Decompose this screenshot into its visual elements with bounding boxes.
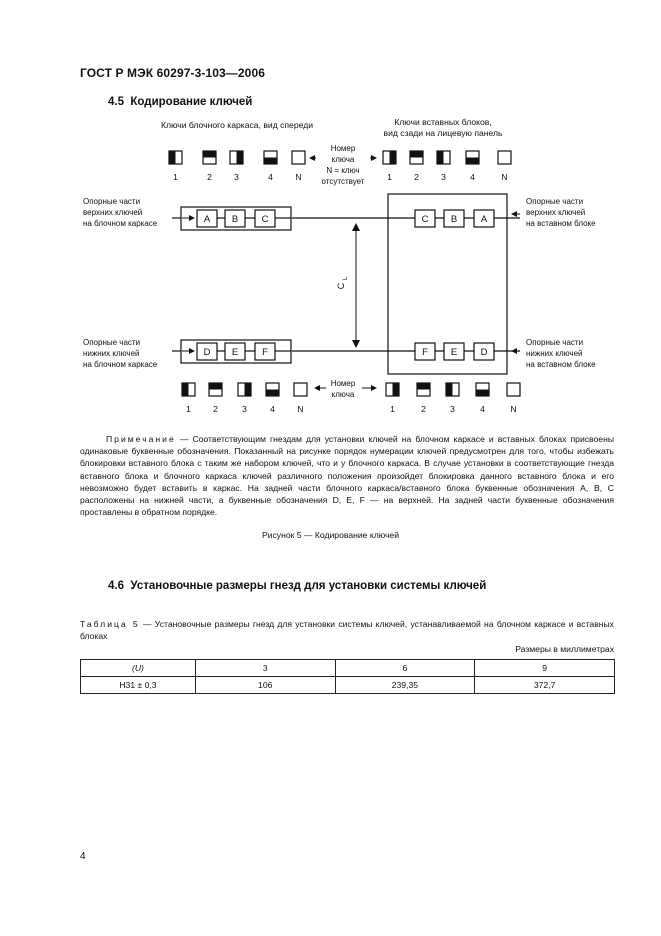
svg-text:Опорные части: Опорные части (526, 197, 584, 206)
svg-text:на блочном каркасе: на блочном каркасе (83, 219, 158, 228)
label-unit-keys-2: вид сзади на лицевую панель (383, 128, 503, 138)
svg-text:Опорные части: Опорные части (526, 338, 584, 347)
section-4-5-title: Кодирование ключей (130, 96, 253, 108)
svg-text:4: 4 (470, 172, 475, 182)
svg-text:2: 2 (414, 172, 419, 182)
svg-text:2: 2 (213, 404, 218, 414)
section-4-6-number: 4.6 (108, 580, 124, 592)
dimension-label (336, 276, 349, 289)
table-caption-text: — Установочные размеры гнезд для установки системы ключей, устанавливаемой на блочном каркасе и вставных блоках (80, 619, 614, 641)
table-caption (80, 618, 614, 642)
svg-text:A: A (480, 214, 488, 225)
bottom-key-number-label-1: Номер (330, 379, 356, 388)
svg-text:D: D (203, 347, 211, 358)
svg-text:на блочном каркасе: на блочном каркасе (83, 360, 158, 369)
svg-text:2: 2 (421, 404, 426, 414)
svg-text:B: B (450, 214, 458, 225)
key-absent-label-2: отсутствует (321, 177, 365, 186)
table-cell: 6 (335, 660, 475, 677)
table-cell: H31 ± 0,3 (81, 677, 196, 694)
table-cell: 106 (195, 677, 335, 694)
svg-text:1: 1 (186, 404, 191, 414)
unit-key-numbers-top (387, 172, 508, 182)
svg-text:D: D (480, 347, 488, 358)
svg-text:нижних ключей: нижних ключей (526, 349, 583, 358)
svg-text:2: 2 (207, 172, 212, 182)
svg-text:4: 4 (268, 172, 273, 182)
svg-text:L: L (343, 276, 349, 280)
table-cell: 372,7 (475, 677, 615, 694)
svg-text:1: 1 (173, 172, 178, 182)
svg-text:3: 3 (450, 404, 455, 414)
svg-text:3: 3 (234, 172, 239, 182)
table-units: Размеры в миллиметрах (515, 644, 614, 654)
svg-text:нижних ключей: нижних ключей (83, 349, 140, 358)
frame-key-numbers-top (173, 172, 302, 182)
table-row (81, 660, 615, 677)
svg-text:B: B (231, 214, 239, 225)
page-number: 4 (80, 851, 86, 862)
svg-text:3: 3 (441, 172, 446, 182)
svg-text:Опорные части: Опорные части (83, 338, 141, 347)
left-top-label (83, 197, 158, 228)
section-4-5-number: 4.5 (108, 96, 124, 108)
svg-text:на вставном блоке: на вставном блоке (526, 219, 596, 228)
note-text: — Соответствующим гнездам для установки ключей на блочном каркасе и вставных блоках присвоены одинаковые буквенные обозначения. Показанный на рисунке порядок нумерации ключей предусмотрен для того, чтобы избежать блокировки вставного блока с таким же набором ключей, что и у блочного каркаса. В случае установки в соответствующие гнезда вставного блока и блочного каркаса ключей различного положения произойдет блокировка данного вставного блока и его невозможно будет вставить в каркас. На задней части блочного каркаса/вставного блока буквенные обозначения A, B, C расположены на нижней части, а буквенные обозначения D, E, F — на верхней. На задней части буквенные обозначения проставлены в обратном порядке. (80, 434, 614, 518)
frame-key-icons-bottom (182, 383, 307, 396)
svg-text:верхних ключей: верхних ключей (526, 208, 586, 217)
right-bottom-label (526, 338, 596, 369)
svg-text:верхних ключей: верхних ключей (83, 208, 143, 217)
svg-text:N: N (501, 172, 508, 182)
key-coding-figure (0, 0, 661, 430)
svg-text:F: F (262, 347, 268, 358)
frame-key-icons-top (169, 151, 305, 164)
svg-text:1: 1 (390, 404, 395, 414)
table-cell: 9 (475, 660, 615, 677)
svg-text:C: C (421, 214, 429, 225)
svg-text:4: 4 (270, 404, 275, 414)
svg-text:4: 4 (480, 404, 485, 414)
table-cell: 239,35 (335, 677, 475, 694)
table-caption-lead: Таблица 5 (80, 619, 140, 629)
label-frame-keys: Ключи блочного каркаса, вид спереди (160, 120, 314, 130)
table-row (81, 677, 615, 694)
section-4-6-heading (108, 580, 486, 592)
bottom-key-number-label-2: ключа (331, 390, 355, 399)
figure-note (80, 433, 614, 518)
svg-text:F: F (422, 347, 428, 358)
running-header: ГОСТ Р МЭК 60297-3-103—2006 (80, 66, 265, 80)
left-bottom-label (83, 338, 158, 369)
svg-text:E: E (231, 347, 239, 358)
svg-text:на вставном блоке: на вставном блоке (526, 360, 596, 369)
key-number-label-2: ключа (331, 155, 355, 164)
svg-text:1: 1 (387, 172, 392, 182)
unit-key-numbers-bottom (390, 404, 517, 414)
svg-text:Опорные части: Опорные части (83, 197, 141, 206)
svg-text:C: C (336, 282, 346, 290)
svg-text:N: N (510, 404, 517, 414)
svg-text:3: 3 (242, 404, 247, 414)
right-top-label (526, 197, 596, 228)
key-absent-label-1: N = ключ (326, 166, 360, 175)
figure-caption: Рисунок 5 — Кодирование ключей (261, 530, 400, 540)
svg-text:C: C (261, 214, 269, 225)
table-cell: 3 (195, 660, 335, 677)
svg-text:N: N (295, 172, 302, 182)
svg-text:A: A (203, 214, 211, 225)
note-lead: Примечание (106, 434, 176, 444)
frame-key-numbers-bottom (186, 404, 304, 414)
svg-text:E: E (450, 347, 458, 358)
table-cell: (U) (81, 660, 196, 677)
key-number-label-1: Номер (330, 144, 356, 153)
svg-text:N: N (297, 404, 304, 414)
unit-key-icons-bottom (386, 383, 520, 396)
unit-key-icons-top (383, 151, 511, 164)
sizes-table (80, 659, 615, 694)
section-4-6-title: Установочные размеры гнезд для установки системы ключей (130, 580, 487, 592)
label-unit-keys-1: Ключи вставных блоков, (394, 117, 492, 127)
